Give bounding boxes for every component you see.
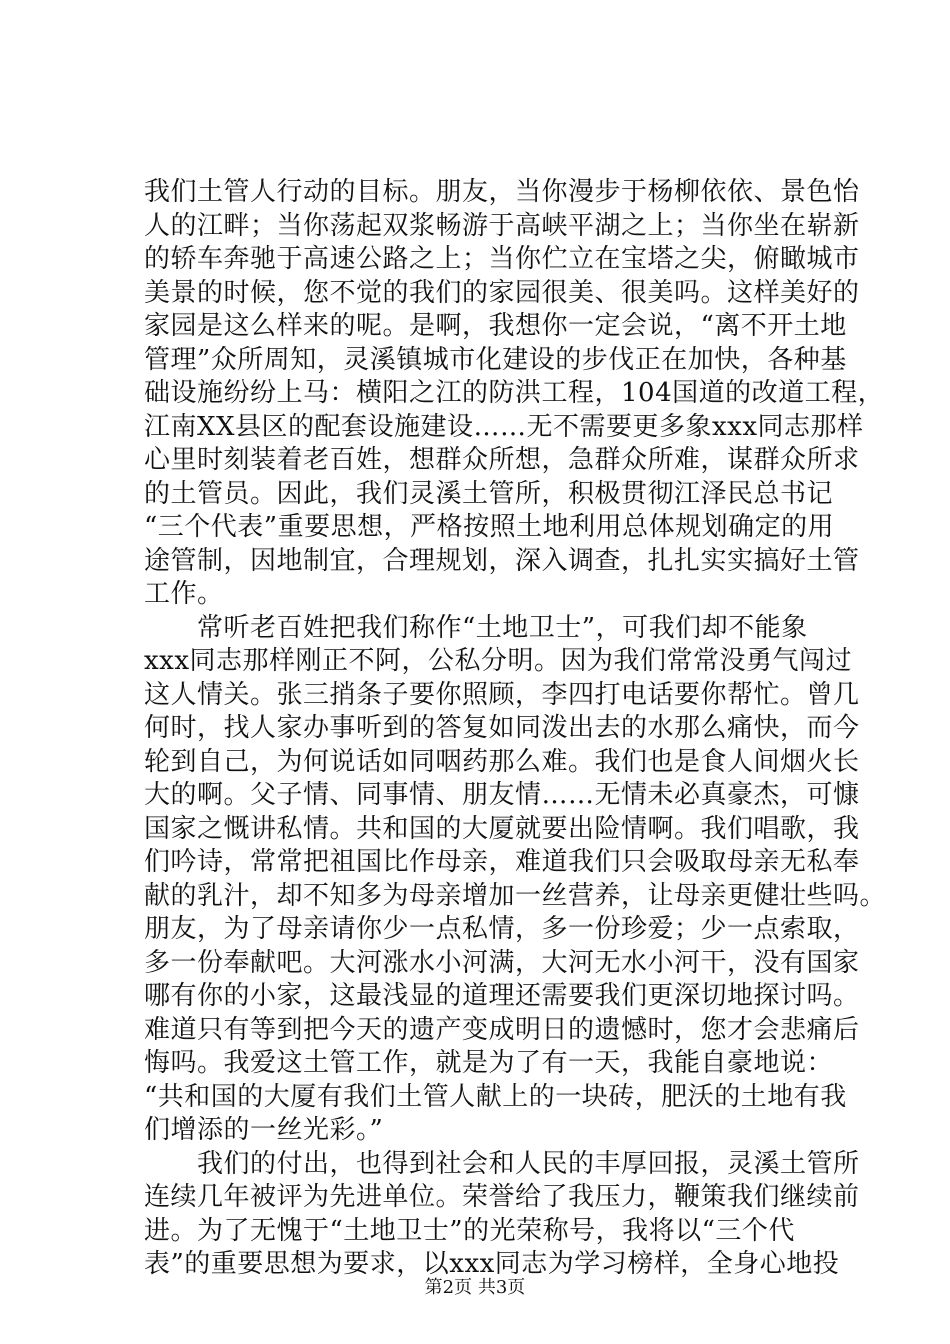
text-line: 表”的重要思想为要求，以xxx同志为学习榜样，全身心地投 — [144, 1249, 840, 1279]
text-line: 何时，找人家办事听到的答复如同泼出去的水那么痛快，而今 — [144, 713, 860, 743]
text-line: xxx同志那样刚正不阿，公私分明。因为我们常常没勇气闯过 — [144, 646, 852, 676]
text-line: 进。为了无愧于“土地卫士”的光荣称号，我将以“三个代 — [144, 1215, 795, 1246]
text-line: 这人情关。张三捎条子要你照顾，李四打电话要你帮忙。曾几 — [144, 679, 860, 710]
text-line: 哪有你的小家，这最浅显的道理还需要我们更深切地探讨吗。 — [144, 981, 860, 1011]
text-line: 心里时刻装着老百姓，想群众所想，急群众所难，谋群众所求 — [144, 445, 860, 475]
text-line: 多一份奉献吧。大河涨水小河满，大河无水小河干，没有国家 — [144, 947, 860, 978]
document-body — [144, 176, 887, 1282]
text-line: “三个代表”重要思想，严格按照土地利用总体规划确定的用 — [144, 512, 835, 542]
text-line: 的轿车奔驰于高速公路之上；当你伫立在宝塔之尖，俯瞰城市 — [144, 244, 860, 274]
text-line: 的土管员。因此，我们灵溪土管所，积极贯彻江泽民总书记 — [144, 478, 834, 509]
text-line: 连续几年被评为先进单位。荣誉给了我压力，鞭策我们继续前 — [144, 1182, 860, 1212]
text-line: 我们土管人行动的目标。朋友，当你漫步于杨柳依依、景色怡 — [144, 177, 860, 207]
text-line: 大的啊。父子情、同事情、朋友情……无情未必真豪杰，可慷 — [144, 780, 860, 810]
text-line: 们吟诗，常常把祖国比作母亲，难道我们只会吸取母亲无私奉 — [144, 847, 860, 877]
text-line: 人的江畔；当你荡起双浆畅游于高峡平湖之上；当你坐在崭新 — [144, 210, 860, 241]
text-line: “共和国的大厦有我们土管人献上的一块砖，肥沃的土地有我 — [144, 1081, 847, 1112]
text-line: 难道只有等到把今天的遗产变成明日的遗憾时，您才会悲痛后 — [144, 1014, 860, 1045]
text-line: 础设施纷纷上马：横阳之江的防洪工程，104国道的改道工程， — [144, 378, 885, 408]
text-line: 朋友，为了母亲请你少一点私情，多一份珍爱；少一点索取， — [144, 914, 860, 944]
text-line: 悔吗。我爱这土管工作，就是为了有一天，我能自豪地说： — [144, 1048, 834, 1078]
text-line: 美景的时候，您不觉的我们的家园很美、很美吗。这样美好的 — [144, 277, 860, 308]
text-line: 我们的付出，也得到社会和人民的丰厚回报，灵溪土管所 — [144, 1148, 860, 1179]
text-line: 常听老百姓把我们称作“土地卫士”，可我们却不能象 — [144, 612, 808, 643]
text-line: 家园是这么样来的呢。是啊，我想你一定会说，“离不开土地 — [144, 311, 847, 341]
text-line: 献的乳汁，却不知多为母亲增加一丝营养，让母亲更健壮些吗。 — [144, 880, 887, 911]
text-line: 轮到自己，为何说话如同咽药那么难。我们也是食人间烟火长 — [144, 746, 860, 777]
text-line: 国家之慨讲私情。共和国的大厦就要出险情啊。我们唱歌，我 — [144, 813, 860, 844]
text-line: 们增添的一丝光彩。” — [144, 1115, 384, 1145]
text-line: 江南XX县区的配套设施建设……无不需要更多象xxx同志那样 — [144, 411, 864, 442]
page-number-label: 第2页 共3页 — [424, 1277, 526, 1298]
text-line: 途管制，因地制宜，合理规划，深入调查，扎扎实实搞好土管 — [144, 545, 860, 576]
text-line: 管理”众所周知，灵溪镇城市化建设的步伐正在加快，各种基 — [144, 344, 847, 375]
text-line: 工作。 — [144, 579, 224, 609]
page-footer — [0, 1276, 950, 1300]
